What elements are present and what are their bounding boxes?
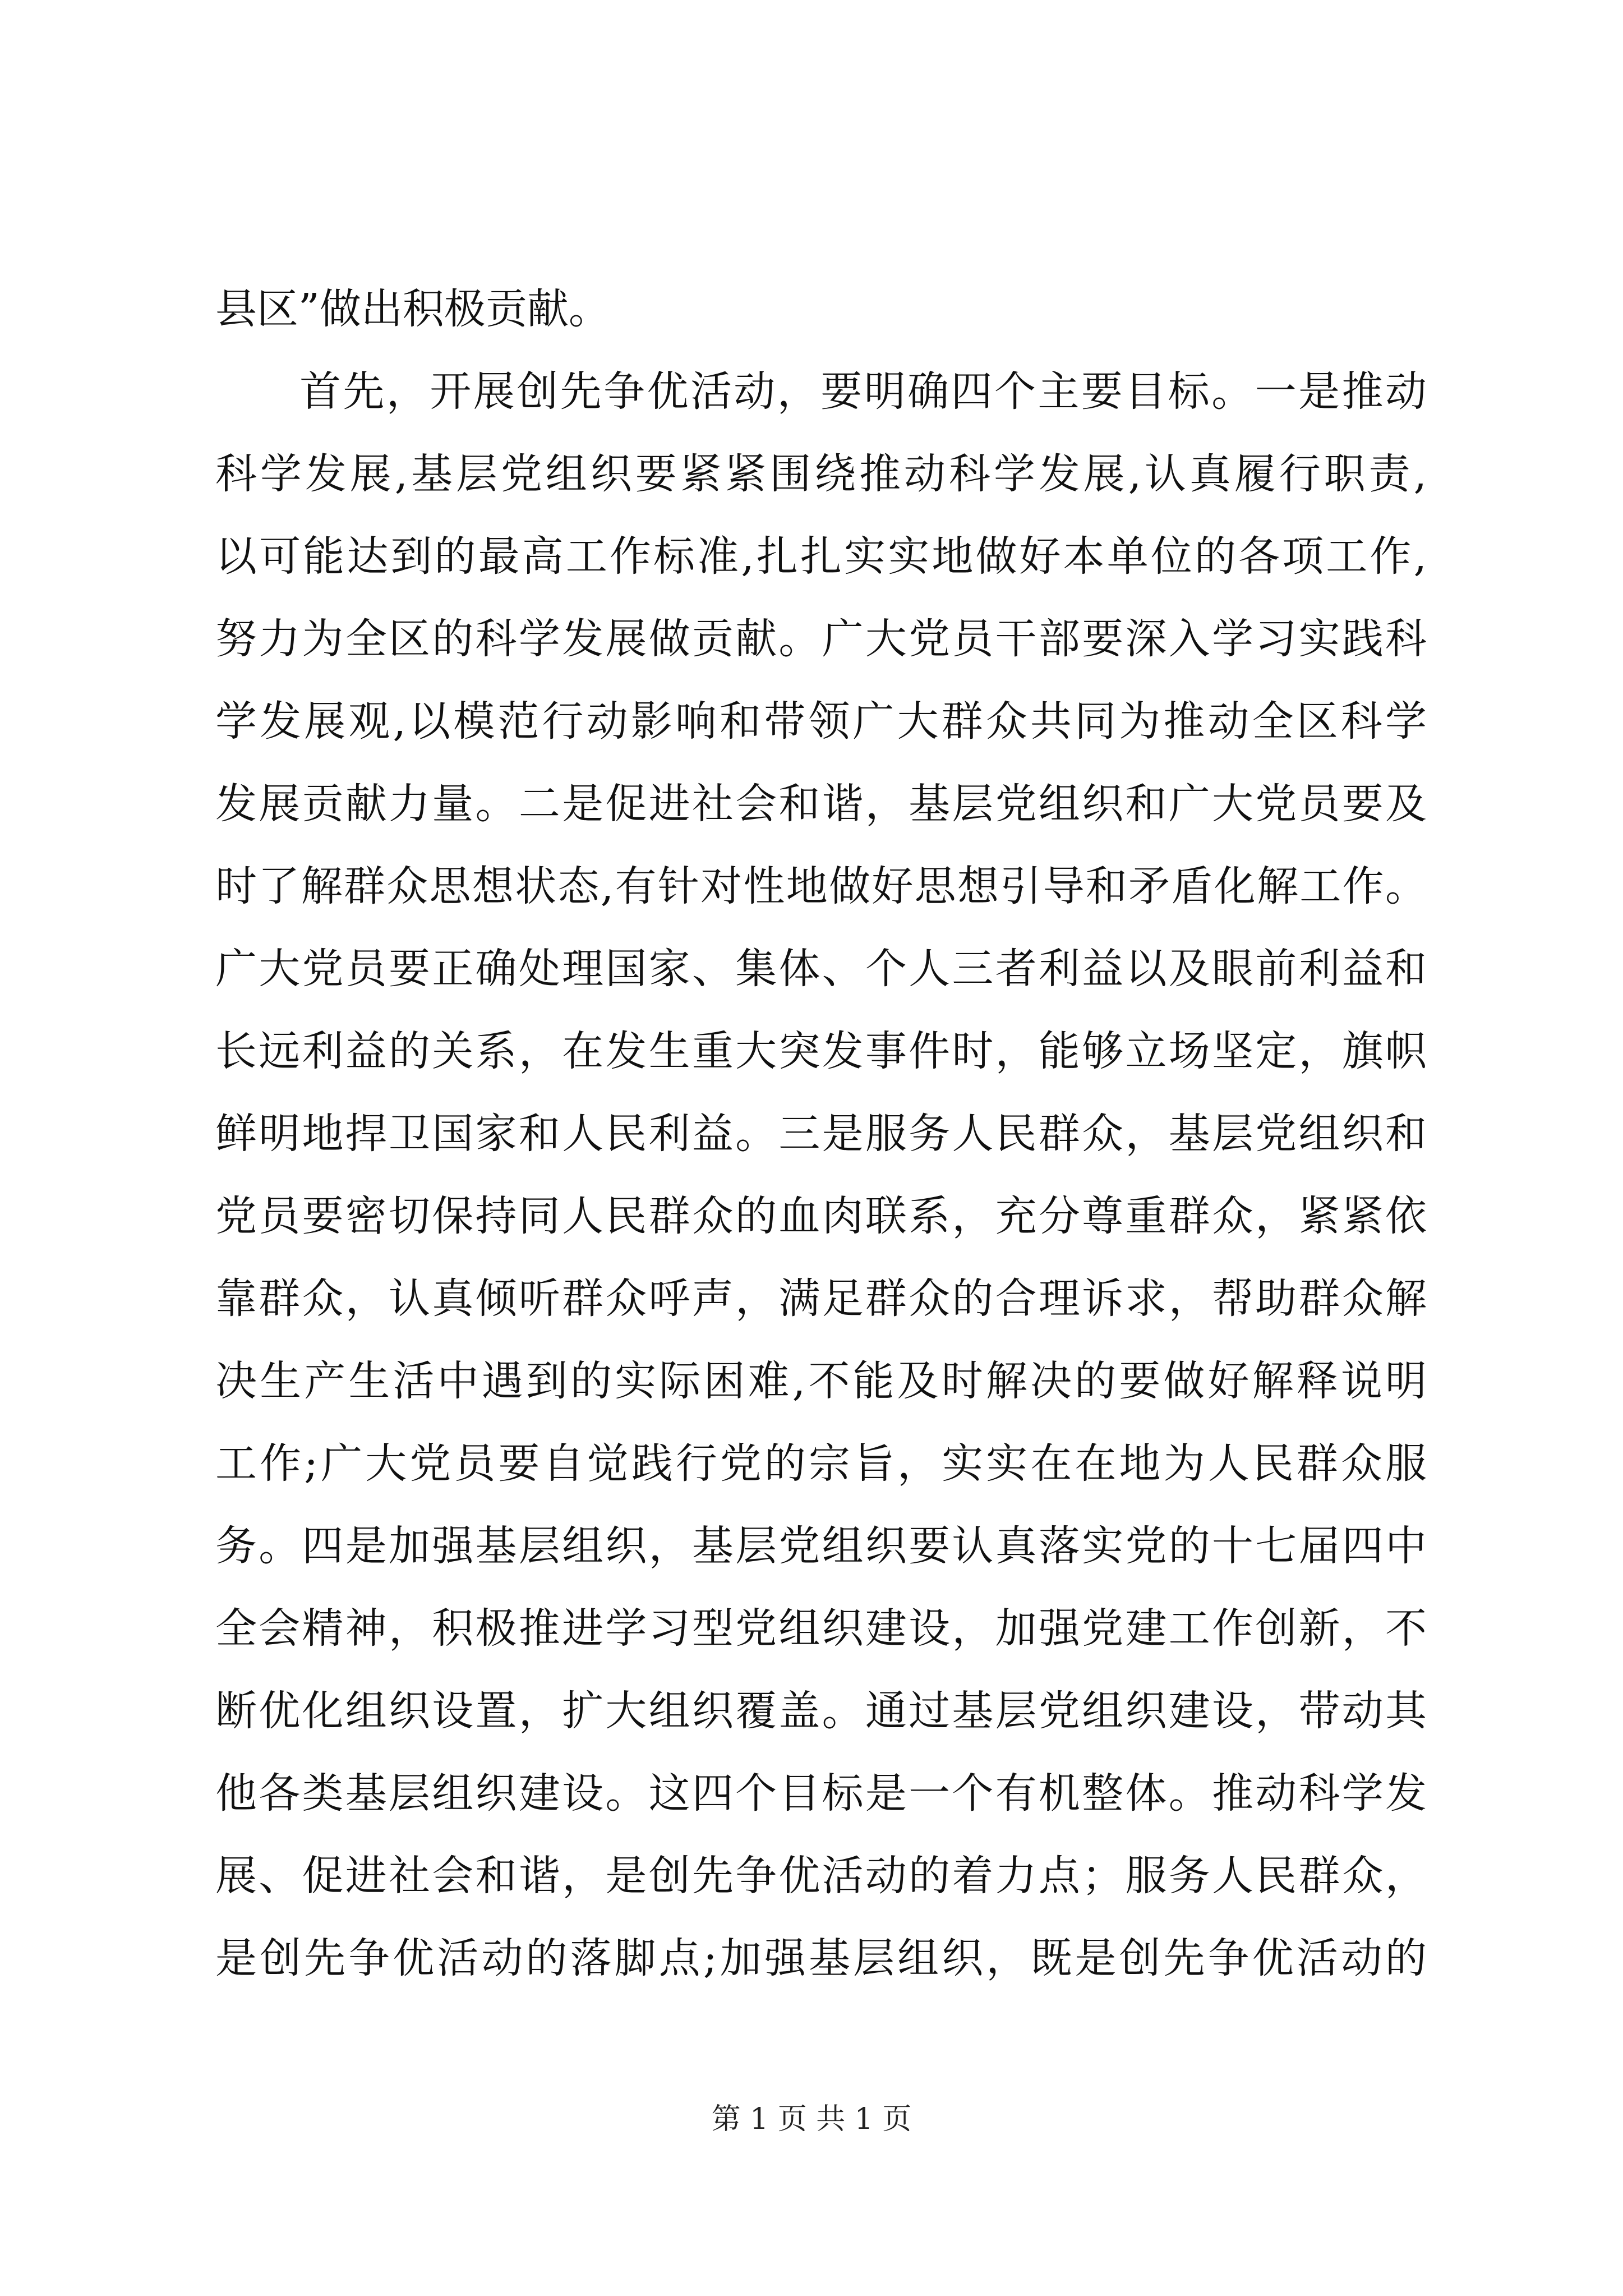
text-line: 决生产生活中遇到的实际困难,不能及时解决的要做好解释说明 xyxy=(215,1357,1427,1405)
text-line: 以可能达到的最高工作标准,扎扎实实地做好本单位的各项工作, xyxy=(215,532,1427,581)
text-line: 展、促进社会和谐，是创先争优活动的着力点；服务人民群众， xyxy=(215,1852,1427,1900)
page-footer xyxy=(0,2097,1623,2142)
text-line: 县区”做出积极贡献。 xyxy=(215,285,610,333)
text-line: 全会精神，积极推进学习型党组织建设，加强党建工作创新，不 xyxy=(215,1604,1427,1653)
text-line: 党员要密切保持同人民群众的血肉联系，充分尊重群众，紧紧依 xyxy=(215,1192,1427,1240)
text-line: 他各类基层组织建设。这四个目标是一个有机整体。推动科学发 xyxy=(215,1769,1427,1818)
text-line: 工作;广大党员要自觉践行党的宗旨，实实在在地为人民群众服 xyxy=(215,1439,1427,1488)
page-number: 第 1 页 共 1 页 xyxy=(711,2102,912,2136)
text-line: 务。四是加强基层组织，基层党组织要认真落实党的十七届四中 xyxy=(215,1522,1427,1570)
text-line: 努力为全区的科学发展做贡献。广大党员干部要深入学习实践科 xyxy=(215,615,1427,663)
text-line: 发展贡献力量。二是促进社会和谐，基层党组织和广大党员要及 xyxy=(215,780,1427,828)
body-text xyxy=(215,268,1427,2000)
text-line: 学发展观,以模范行动影响和带领广大群众共同为推动全区科学 xyxy=(215,697,1427,746)
text-line: 鲜明地捍卫国家和人民利益。三是服务人民群众，基层党组织和 xyxy=(215,1110,1427,1158)
text-line: 首先，开展创先争优活动，要明确四个主要目标。一是推动 xyxy=(299,367,1427,416)
text-line: 长远利益的关系，在发生重大突发事件时，能够立场坚定，旗帜 xyxy=(215,1027,1427,1075)
text-line: 时了解群众思想状态,有针对性地做好思想引导和矛盾化解工作。 xyxy=(215,862,1427,910)
text-line: 科学发展,基层党组织要紧紧围绕推动科学发展,认真履行职责, xyxy=(215,450,1427,498)
text-line: 广大党员要正确处理国家、集体、个人三者利益以及眼前利益和 xyxy=(215,945,1427,993)
text-line: 是创先争优活动的落脚点;加强基层组织，既是创先争优活动的 xyxy=(215,1934,1427,1982)
text-line: 靠群众，认真倾听群众呼声，满足群众的合理诉求，帮助群众解 xyxy=(215,1274,1427,1323)
text-line: 断优化组织设置，扩大组织覆盖。通过基层党组织建设，带动其 xyxy=(215,1687,1427,1735)
